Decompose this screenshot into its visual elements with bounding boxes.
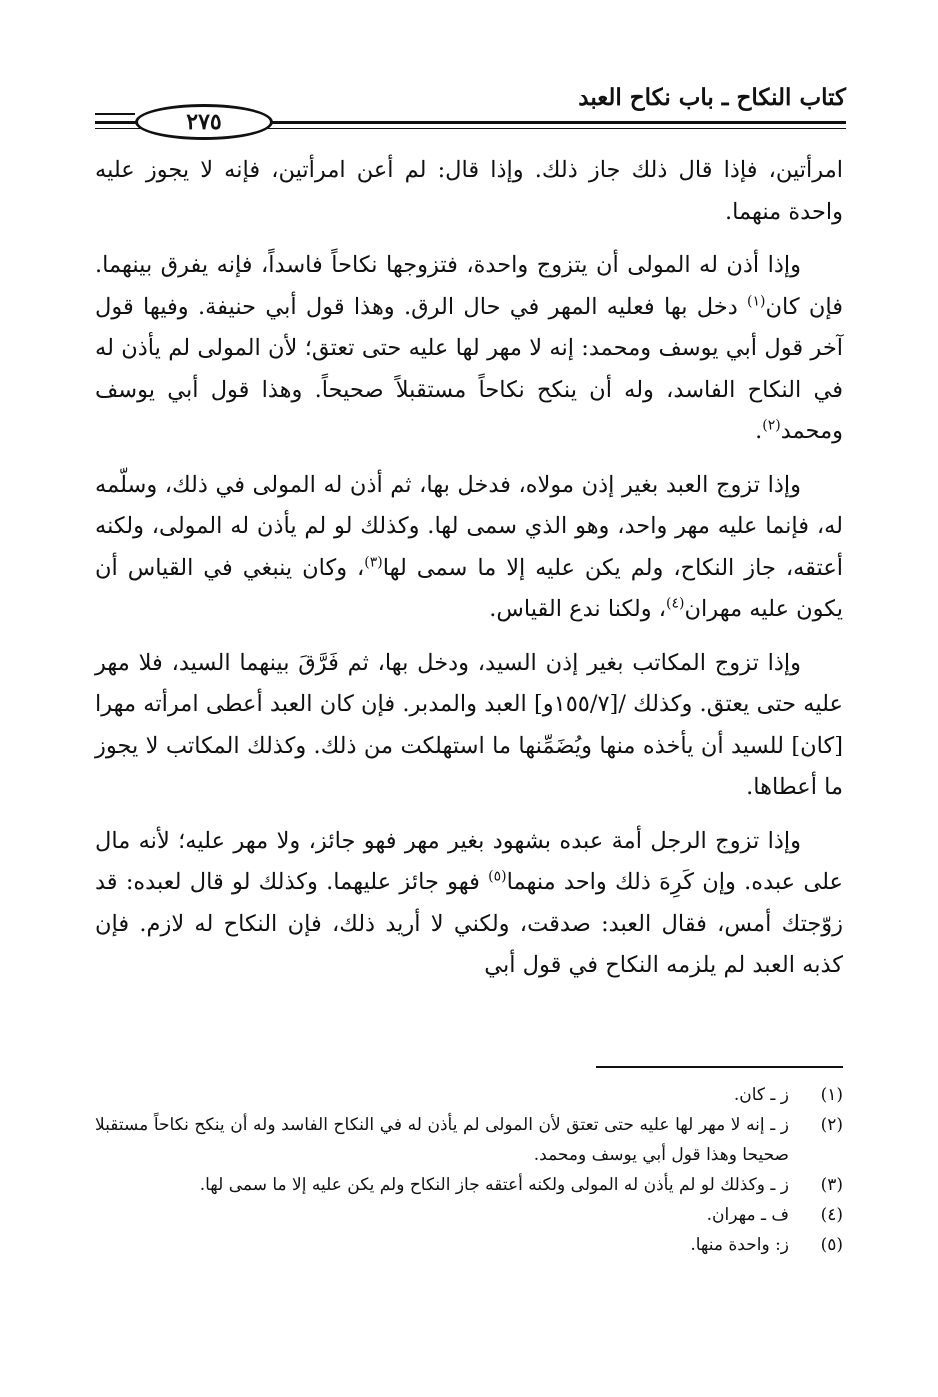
footnote-separator bbox=[596, 1066, 843, 1068]
footnote-number: (١) bbox=[820, 1085, 843, 1105]
paragraph-2 bbox=[95, 245, 843, 453]
footnote-number: (٥) bbox=[820, 1235, 843, 1255]
paragraph-3 bbox=[95, 465, 843, 631]
paragraph-5-text: وإذا تزوج الرجل أمة عبده بشهود بغير مهر فهو جائز، ولا مهر عليه؛ لأنه مال على عبده. وإن كَرِهَ ذلك واحد منهما bbox=[95, 827, 843, 895]
footnote-text: ز ـ إنه لا مهر لها عليه حتى تعتق لأن المولى لم يأذن له في النكاح الفاسد وله أن ينكح نكاحاً مستقبلا صحيحا وهذا قول أبي يوسف ومحمد. bbox=[95, 1115, 789, 1165]
page-number-badge bbox=[135, 104, 273, 140]
footnote-ref-2[interactable]: (٢) bbox=[762, 417, 781, 434]
paragraph-5-text: فهو جائز عليهما. وكذلك لو قال لعبده: قد زوّجتك أمس، فقال العبد: صدقت، ولكني لا أريد ذلك، فإن النكاح له لازم. فإن كذبه العبد لم يلزمه النكاح في قول أبي bbox=[95, 869, 843, 978]
footnote-ref-5[interactable]: (٥) bbox=[488, 868, 507, 885]
paragraph-3-text: ، وكان ينبغي في القياس أن يكون عليه مهران bbox=[95, 554, 843, 622]
paragraph-2-text: وإذا أذن له المولى أن يتزوج واحدة، فتزوجها نكاحاً فاسداً، فإنه يفرق بينهما. فإن كان bbox=[95, 252, 843, 320]
paragraph-2-text: دخل بها فعليه المهر في حال الرق. وهذا قول أبي حنيفة. وفيها قول آخر قول أبي يوسف ومحمد: إنه لا مهر لها عليه حتى تعتق؛ لأن المولى لم يأذن له في النكاح الفاسد، وله أن ينكح نكاحاً مستقبلاً صحيحاً. وهذا قول أبي يوسف ومحمد bbox=[95, 293, 843, 444]
footnote-number: (٢) bbox=[820, 1115, 843, 1135]
footnote-1 bbox=[95, 1080, 843, 1110]
footnote-number: (٤) bbox=[820, 1205, 843, 1225]
page-number: ٢٧٥ bbox=[186, 109, 222, 135]
paragraph-3-text: ، ولكنا ندع القياس. bbox=[489, 596, 667, 622]
footnote-ref-1[interactable]: (١) bbox=[747, 293, 766, 309]
paragraph-4: وإذا تزوج المكاتب بغير إذن السيد، ودخل بها، ثم فَرَّقَ بينهما السيد، فلا مهر عليه حتى يعتق. وكذلك /[١٥٥/٧و] العبد والمدبر. فإن كان العبد أعطى امرأته مهرا [كان] للسيد أن يأخذه منها ويُضَمِّنها ما استهلكت من ذلك. وكذلك المكاتب لا يجوز ما أعطاها. bbox=[95, 649, 843, 800]
paragraph-5 bbox=[95, 821, 843, 987]
footnote-4 bbox=[95, 1200, 843, 1230]
footnote-ref-3[interactable]: (٣) bbox=[364, 554, 383, 570]
paragraph-3-text: وإذا تزوج العبد بغير إذن مولاه، فدخل بها، ثم أذن له المولى في ذلك، وسلّمه له، فإنما عليه مهر واحد، وهو الذي سمى لها. وكذلك لو لم يأذن له المولى، ولكنه أعتقه، جاز النكاح، ولم يكن عليه إلا ما سمى لها bbox=[95, 471, 843, 581]
footnote-number: (٣) bbox=[820, 1175, 843, 1195]
footnote-3 bbox=[95, 1170, 843, 1200]
footnote-text: ز ـ وكذلك لو لم يأذن له المولى ولكنه أعتقه جاز النكاح ولم يكن عليه إلا ما سمى لها. bbox=[199, 1175, 789, 1195]
footnote-ref-4[interactable]: (٤) bbox=[666, 595, 685, 612]
footnote-text: ف ـ مهران. bbox=[706, 1205, 789, 1225]
footnote-2 bbox=[95, 1110, 843, 1170]
running-title: كتاب النكاح ـ باب نكاح العبد bbox=[578, 84, 846, 111]
footnote-text: ز: واحدة منها. bbox=[690, 1235, 789, 1255]
paragraph-1: امرأتين، فإذا قال ذلك جاز ذلك. وإذا قال: لم أعن امرأتين، فإنه لا يجوز عليه واحدة منهما. bbox=[95, 157, 843, 225]
footnotes bbox=[95, 1080, 843, 1260]
main-text bbox=[95, 150, 843, 999]
page-header bbox=[95, 80, 846, 140]
footnote-5 bbox=[95, 1230, 843, 1260]
header-rule-left bbox=[95, 113, 135, 115]
footnote-text: ز ـ كان. bbox=[733, 1085, 789, 1105]
paragraph-2-text: . bbox=[755, 418, 763, 444]
